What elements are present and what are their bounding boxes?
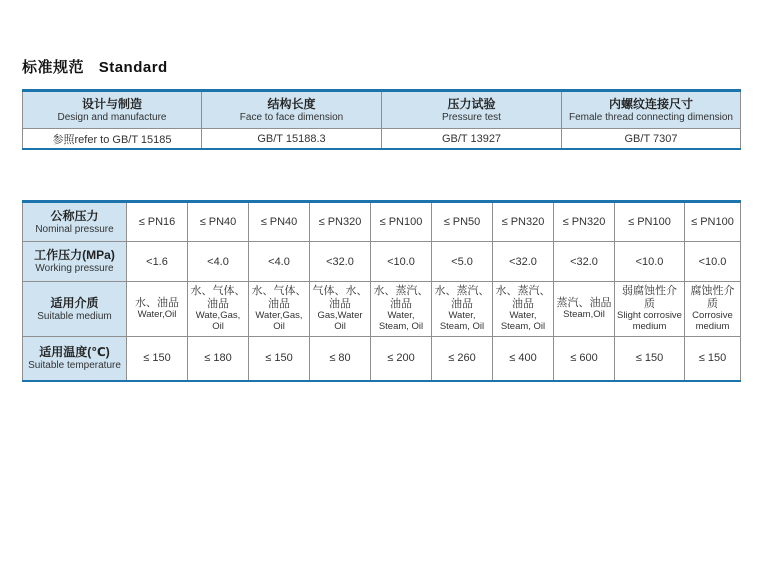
medium-en: Water, Steam, Oil [378,309,424,332]
nominal-pressure-cell: ≤ PN320 [310,202,371,242]
medium-cell [249,282,310,337]
header-en: Female thread connecting dimension [569,111,733,123]
nominal-pressure-cell: ≤ PN40 [188,202,249,242]
temperature-cell: ≤ 150 [685,337,741,381]
row-working-pressure [23,242,741,282]
medium-cell [432,282,493,337]
header-en: Design and manufacture [57,111,167,123]
working-pressure-cell: <10.0 [685,242,741,282]
header-zh: 结构长度 [267,96,316,111]
medium-cell [310,282,371,337]
nominal-pressure-cell: ≤ PN100 [685,202,741,242]
nominal-pressure-cell: ≤ PN100 [371,202,432,242]
row-label-working-pressure [23,242,127,282]
working-pressure-cell: <10.0 [371,242,432,282]
medium-zh: 腐蚀性介质 [690,285,735,311]
working-pressure-cell: <32.0 [493,242,554,282]
content-area [22,56,740,382]
page-title [22,56,740,77]
working-pressure-cell: <1.6 [127,242,188,282]
standards-header-face-to-face [202,91,382,129]
nominal-pressure-cell: ≤ PN16 [127,202,188,242]
temperature-cell: ≤ 150 [615,337,685,381]
medium-en: Water,Oil [137,308,177,320]
header-zh: 压力试验 [447,96,496,111]
medium-zh: 水、气体、油品 [190,285,246,311]
medium-zh: 水、蒸汽、油品 [495,285,551,311]
page-title-zh: 标准规范 [22,59,85,76]
row-suitable-temperature [23,337,741,381]
row-label-zh: 工作压力(MPa) [34,248,115,262]
row-label-zh: 适用介质 [50,295,99,310]
medium-en: Water,Gas, Oil [255,309,303,332]
temperature-cell: ≤ 600 [554,337,615,381]
medium-zh: 蒸汽、油品 [556,297,612,310]
medium-en: Wate,Gas, Oil [195,309,241,332]
working-pressure-cell: <4.0 [249,242,310,282]
row-label-en: Working pressure [35,263,114,274]
medium-en: Steam,Oil [563,308,605,320]
standards-value-row [23,129,741,150]
medium-cell [127,282,188,337]
medium-zh: 水、气体、油品 [251,285,307,311]
medium-en: Corrosive medium [692,309,733,332]
temperature-cell: ≤ 80 [310,337,371,381]
working-pressure-cell: <5.0 [432,242,493,282]
working-pressure-cell: <32.0 [310,242,371,282]
header-en: Face to face dimension [239,111,344,123]
medium-en: Water, Steam, Oil [439,309,485,332]
standards-header-row [23,91,741,129]
nominal-pressure-cell: ≤ PN40 [249,202,310,242]
medium-cell [615,282,685,337]
row-label-en: Nominal pressure [35,223,114,235]
header-zh: 内螺纹连接尺寸 [608,96,693,111]
temperature-cell: ≤ 200 [371,337,432,381]
row-label-suitable-temperature [23,337,127,381]
medium-zh: 水、蒸汽、油品 [434,285,490,311]
standards-value-design: 参照refer to GB/T 15185 [23,129,202,150]
spec-table [22,200,741,382]
temperature-cell: ≤ 180 [188,337,249,381]
medium-cell [554,282,615,337]
standards-value-thread-dimension: GB/T 7307 [562,129,741,150]
row-label-zh: 适用温度(℃) [39,344,110,359]
standards-header-pressure-test [382,91,562,129]
nominal-pressure-cell: ≤ PN320 [493,202,554,242]
row-nominal-pressure [23,202,741,242]
standards-value-face-to-face: GB/T 15188.3 [202,129,382,150]
medium-zh: 弱腐蚀性介质 [622,285,677,311]
medium-cell [371,282,432,337]
row-suitable-medium [23,282,741,337]
header-en: Pressure test [442,111,501,123]
row-label-nominal-pressure [23,202,127,242]
nominal-pressure-cell: ≤ PN320 [554,202,615,242]
medium-cell [188,282,249,337]
standards-value-pressure-test: GB/T 13927 [382,129,562,150]
temperature-cell: ≤ 150 [249,337,310,381]
row-label-zh: 公称压力 [50,208,99,223]
medium-en: Water, Steam, Oil [500,309,546,332]
medium-cell [493,282,554,337]
working-pressure-cell: <4.0 [188,242,249,282]
nominal-pressure-cell: ≤ PN50 [432,202,493,242]
standards-table [22,89,741,150]
working-pressure-cell: <32.0 [554,242,615,282]
medium-zh: 水、蒸汽、油品 [373,285,429,311]
page-title-en: Standard [98,59,168,76]
medium-zh: 水、油品 [135,297,179,310]
medium-en: Slight corrosive medium [617,309,682,332]
row-label-en: Suitable temperature [28,359,121,371]
standards-header-design [23,91,202,129]
medium-en: Gas,Water Oil [317,309,363,332]
medium-cell [685,282,741,337]
temperature-cell: ≤ 400 [493,337,554,381]
temperature-cell: ≤ 260 [432,337,493,381]
nominal-pressure-cell: ≤ PN100 [615,202,685,242]
medium-zh: 气体、水、油品 [312,285,368,311]
standards-header-thread-dimension [562,91,741,129]
header-zh: 设计与制造 [81,96,142,111]
working-pressure-cell: <10.0 [615,242,685,282]
row-label-en: Suitable medium [37,310,112,322]
row-label-suitable-medium [23,282,127,337]
temperature-cell: ≤ 150 [127,337,188,381]
